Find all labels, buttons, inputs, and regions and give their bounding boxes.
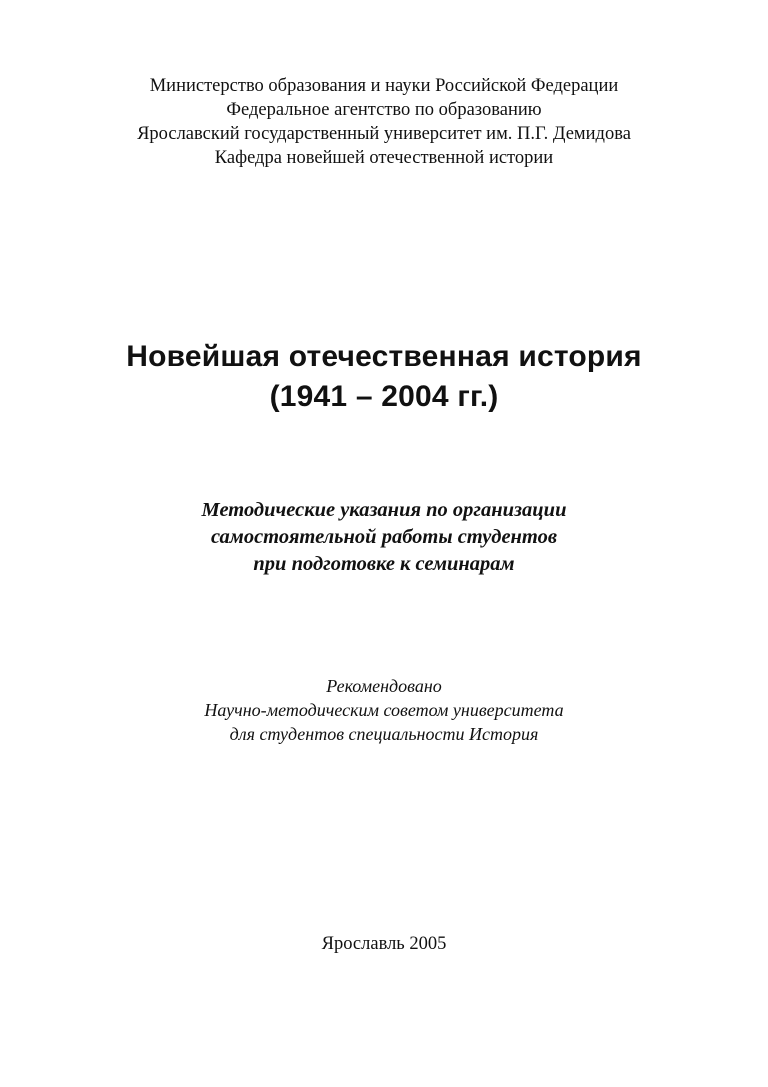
subtitle-line-1: Методические указания по организации [201, 499, 567, 521]
title-line-years: (1941 – 2004 гг.) [269, 380, 499, 413]
ministry-line: Министерство образования и науки Российской Федерации [149, 76, 619, 96]
department-line: Кафедра новейшей отечественной истории [214, 148, 554, 168]
recommendation-line-2: Научно-методическим советом университета [204, 700, 564, 720]
subtitle-line-2: самостоятельной работы студентов [210, 526, 558, 548]
title-line-main: Новейшая отечественная история [126, 340, 642, 373]
institution-header [0, 74, 768, 170]
subtitle-line-3: при подготовке к семинарам [253, 553, 515, 575]
agency-line: Федеральное агентство по образованию [226, 100, 542, 120]
document-subtitle [0, 497, 768, 578]
recommendation-block [0, 674, 768, 746]
document-title [0, 337, 768, 417]
city-year-footer [0, 932, 768, 956]
recommendation-line-1: Рекомендовано [326, 676, 442, 696]
city-year-text: Ярославль 2005 [321, 934, 447, 954]
university-line: Ярославский государственный университет им. П.Г. Демидова [137, 124, 631, 144]
recommendation-line-3: для студентов специальности История [229, 724, 539, 744]
